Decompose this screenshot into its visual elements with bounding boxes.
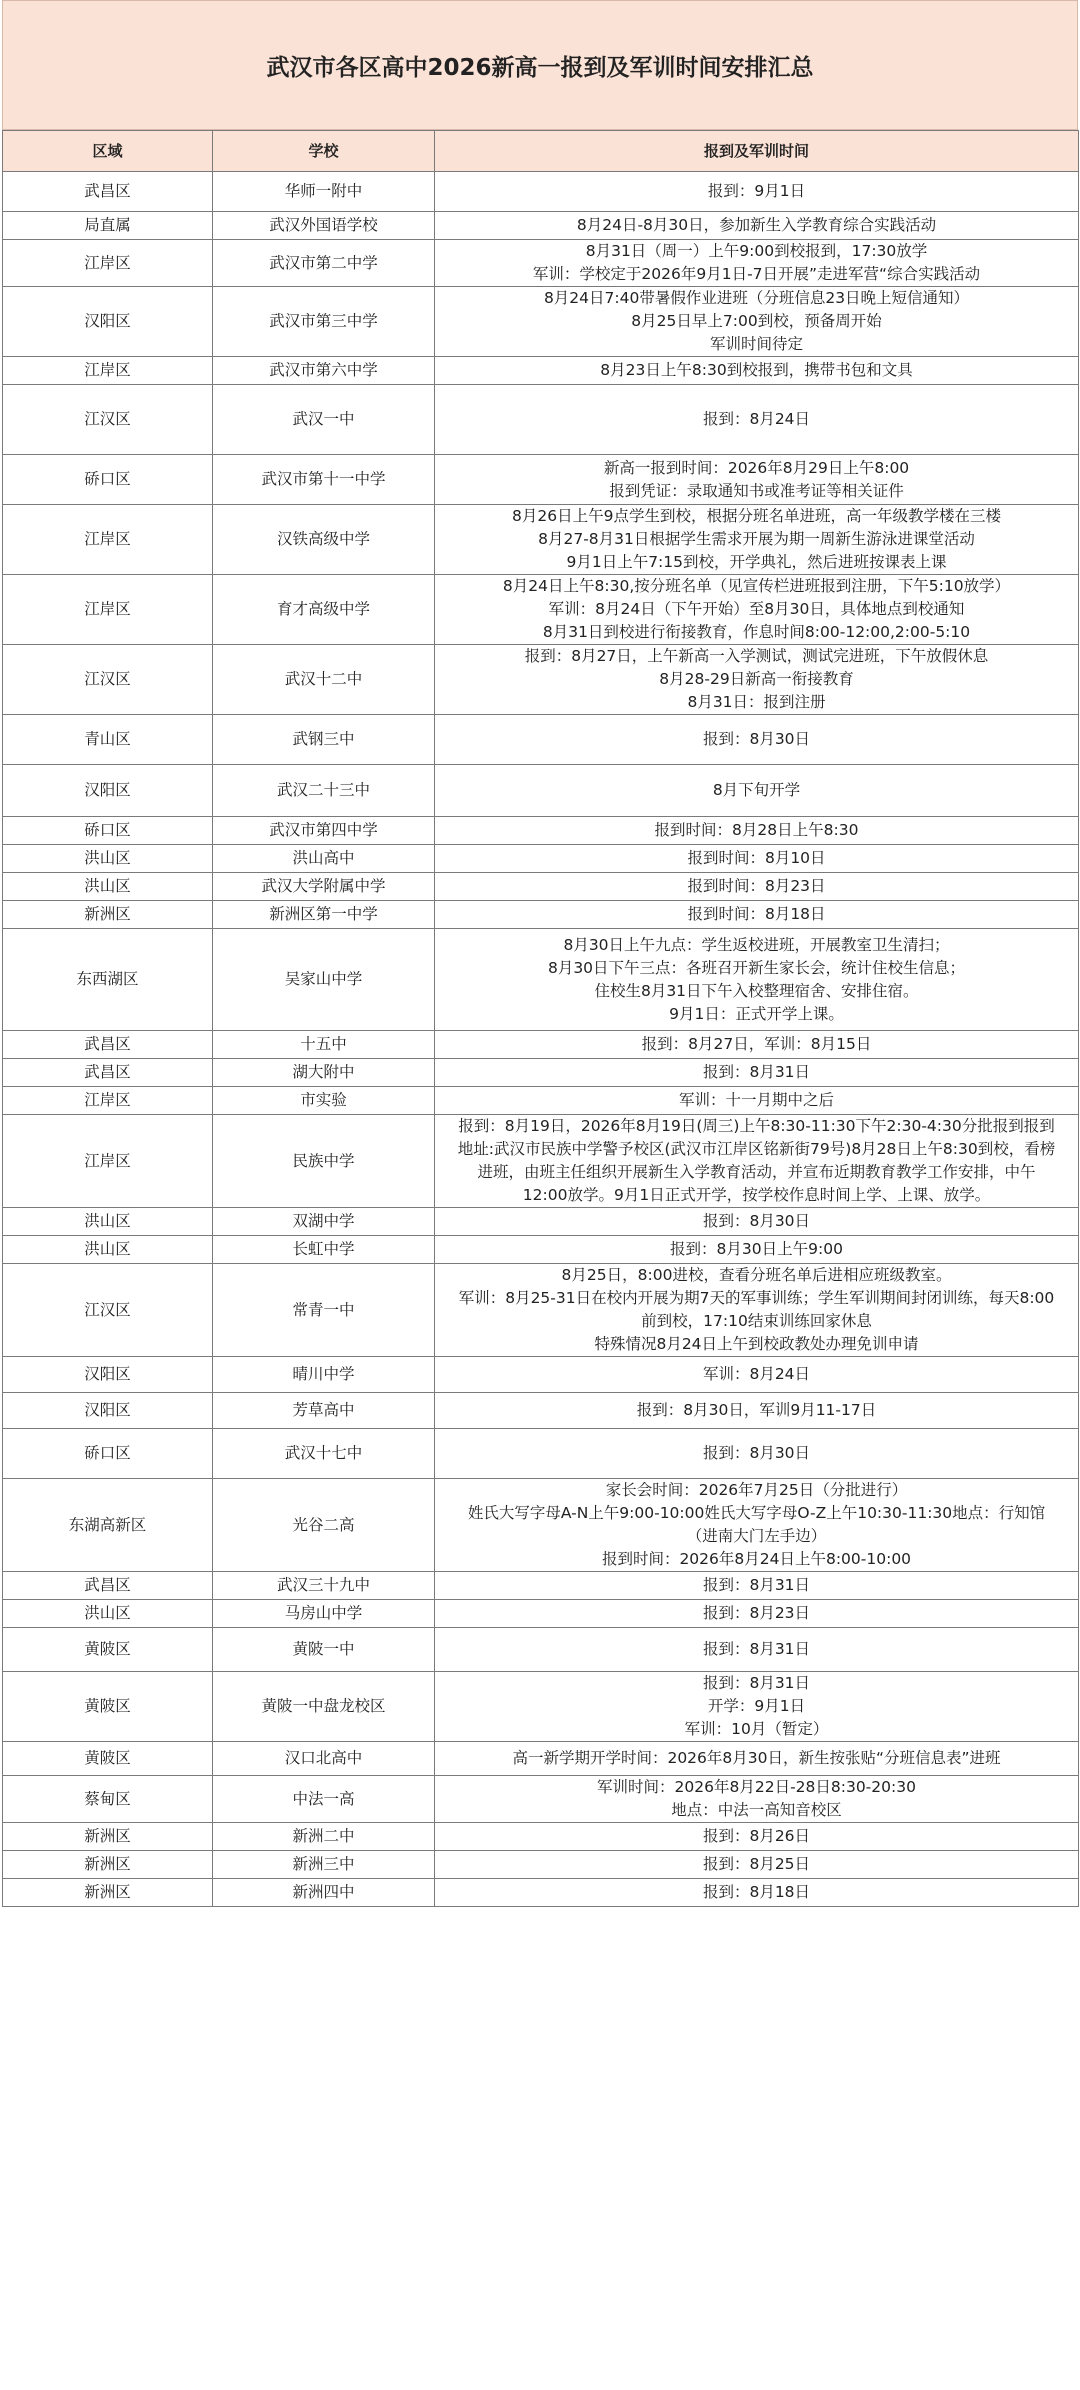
table-body <box>3 172 1079 1907</box>
time-cell <box>435 575 1079 645</box>
time-line: 报到时间：8月10日 <box>687 849 826 867</box>
school-cell: 新洲二中 <box>213 1823 435 1851</box>
table-row <box>3 845 1079 873</box>
school-cell: 武汉三十九中 <box>213 1572 435 1600</box>
time-cell <box>435 1879 1079 1907</box>
district-cell: 硚口区 <box>3 455 213 505</box>
time-line: 报到：8月30日 <box>702 730 811 748</box>
table-row <box>3 645 1079 715</box>
time-line: 8月24日-8月30日，参加新生入学教育综合实践活动 <box>576 216 937 234</box>
district-cell: 武昌区 <box>3 172 213 212</box>
district-cell: 黄陂区 <box>3 1742 213 1776</box>
time-line: 报到：8月25日 <box>702 1855 811 1873</box>
school-cell: 育才高级中学 <box>213 575 435 645</box>
district-cell: 武昌区 <box>3 1059 213 1087</box>
district-cell: 东西湖区 <box>3 929 213 1031</box>
school-cell: 武汉市第六中学 <box>213 357 435 385</box>
page-title: 武汉市各区高中2026新高一报到及军训时间安排汇总 <box>266 54 814 81</box>
school-cell: 双湖中学 <box>213 1208 435 1236</box>
table-row <box>3 1357 1079 1393</box>
time-line: 8月25日，8:00进校，查看分班名单后进相应班级教室。 <box>561 1266 952 1284</box>
school-cell: 新洲区第一中学 <box>213 901 435 929</box>
time-line: 报到：8月27日，上午新高一入学测试，测试完进班，下午放假休息 <box>524 647 989 665</box>
district-cell: 江汉区 <box>3 1264 213 1357</box>
district-cell: 洪山区 <box>3 1208 213 1236</box>
school-cell: 华师一附中 <box>213 172 435 212</box>
table-row <box>3 172 1079 212</box>
school-cell: 十五中 <box>213 1031 435 1059</box>
district-cell: 江汉区 <box>3 385 213 455</box>
time-line: 报到：8月23日 <box>702 1604 811 1622</box>
school-cell: 长虹中学 <box>213 1236 435 1264</box>
district-cell: 武昌区 <box>3 1031 213 1059</box>
table-row <box>3 901 1079 929</box>
district-cell: 江岸区 <box>3 240 213 287</box>
time-cell <box>435 287 1079 357</box>
school-cell: 武汉市第四中学 <box>213 817 435 845</box>
district-cell: 汉阳区 <box>3 1393 213 1429</box>
time-line: 8月23日上午8:30到校报到，携带书包和文具 <box>600 361 913 379</box>
time-cell <box>435 1672 1079 1742</box>
time-line: 8月31日到校进行衔接教育，作息时间8:00-12:00,2:00-5:10 <box>542 623 971 641</box>
time-cell <box>435 172 1079 212</box>
time-line: 军训：10月（暂定） <box>684 1720 829 1738</box>
district-cell: 新洲区 <box>3 901 213 929</box>
time-line: 军训时间待定 <box>709 335 803 353</box>
school-cell: 民族中学 <box>213 1115 435 1208</box>
time-line: （进南大门左手边） <box>686 1527 827 1545</box>
time-line: 8月30日上午九点：学生返校进班，开展教室卫生清扫； <box>563 935 950 954</box>
table-row <box>3 1628 1079 1672</box>
time-line: 12:00放学。9月1日正式开学，按学校作息时间上学、上课、放学。 <box>522 1186 991 1204</box>
district-cell: 黄陂区 <box>3 1628 213 1672</box>
time-line: 报到时间：8月18日 <box>687 905 826 923</box>
time-cell <box>435 715 1079 765</box>
table-row <box>3 1672 1079 1742</box>
title-banner <box>2 0 1078 130</box>
school-cell: 吴家山中学 <box>213 929 435 1031</box>
time-cell <box>435 1479 1079 1572</box>
school-cell: 汉铁高级中学 <box>213 505 435 575</box>
district-cell: 汉阳区 <box>3 765 213 817</box>
time-line: 进班，由班主任组织开展新生入学教育活动，并宣布近期教育教学工作安排，中午 <box>477 1163 1036 1181</box>
school-cell: 武汉市第二中学 <box>213 240 435 287</box>
table-row <box>3 715 1079 765</box>
district-cell: 蔡甸区 <box>3 1776 213 1823</box>
time-line: 军训：8月24日 <box>702 1365 811 1383</box>
district-cell: 洪山区 <box>3 1236 213 1264</box>
time-cell <box>435 845 1079 873</box>
header-row <box>3 131 1079 172</box>
school-cell: 武汉一中 <box>213 385 435 455</box>
district-cell: 江岸区 <box>3 505 213 575</box>
time-cell <box>435 1236 1079 1264</box>
time-line: 报到：8月30日 <box>702 1212 811 1230</box>
time-line: 报到时间：2026年8月24日上午8:00-10:00 <box>601 1550 912 1568</box>
school-cell: 武汉市第三中学 <box>213 287 435 357</box>
time-line: 姓氏大写字母A-N上午9:00-10:00姓氏大写字母O-Z上午10:30-11:30地点：行知馆 <box>467 1504 1046 1522</box>
school-cell: 武汉外国语学校 <box>213 212 435 240</box>
time-cell <box>435 505 1079 575</box>
time-line: 报到：8月31日 <box>702 1576 811 1594</box>
table-row <box>3 287 1079 357</box>
time-line: 8月31日（周一）上午9:00到校报到，17:30放学 <box>585 242 928 260</box>
time-line: 报到：8月24日 <box>702 410 811 428</box>
school-cell: 武汉十二中 <box>213 645 435 715</box>
time-line: 高一新学期开学时间：2026年8月30日，新生按张贴“分班信息表”进班 <box>512 1749 1001 1767</box>
time-line: 8月31日：报到注册 <box>687 693 826 711</box>
table-row <box>3 1264 1079 1357</box>
table-row <box>3 1031 1079 1059</box>
time-line: 报到凭证：录取通知书或准考证等相关证件 <box>609 481 904 500</box>
school-cell: 新洲三中 <box>213 1851 435 1879</box>
district-cell: 江岸区 <box>3 1087 213 1115</box>
time-cell <box>435 455 1079 505</box>
time-line: 8月25日早上7:00到校，预备周开始 <box>631 312 882 330</box>
header-district: 区域 <box>3 131 213 172</box>
time-cell <box>435 212 1079 240</box>
district-cell: 洪山区 <box>3 845 213 873</box>
district-cell: 黄陂区 <box>3 1672 213 1742</box>
school-cell: 武汉十七中 <box>213 1429 435 1479</box>
school-cell: 马房山中学 <box>213 1600 435 1628</box>
time-cell <box>435 901 1079 929</box>
time-cell <box>435 645 1079 715</box>
school-cell: 光谷二高 <box>213 1479 435 1572</box>
time-line: 地址:武汉市民族中学警予校区(武汉市江岸区铭新街79号)8月28日上午8:30到校，看榜 <box>457 1140 1056 1158</box>
time-line: 9月1日：正式开学上课。 <box>669 1004 844 1023</box>
time-line: 军训：8月24日（下午开始）至8月30日，具体地点到校通知 <box>548 600 965 618</box>
time-line: 报到：8月31日 <box>702 1674 811 1692</box>
time-line: 8月24日上午8:30,按分班名单（见宣传栏进班报到注册，下午5:10放学） <box>502 577 1011 595</box>
time-cell <box>435 385 1079 455</box>
district-cell: 武昌区 <box>3 1572 213 1600</box>
school-cell: 黄陂一中盘龙校区 <box>213 1672 435 1742</box>
district-cell: 汉阳区 <box>3 1357 213 1393</box>
table-row <box>3 1600 1079 1628</box>
district-cell: 硚口区 <box>3 817 213 845</box>
time-line: 新高一报到时间：2026年8月29日上午8:00 <box>603 458 910 477</box>
time-line: 报到：8月31日 <box>702 1063 811 1081</box>
school-cell: 黄陂一中 <box>213 1628 435 1672</box>
table-row <box>3 1742 1079 1776</box>
time-line: 前到校，17:10结束训练回家休息 <box>641 1312 872 1330</box>
time-line: 特殊情况8月24日上午到校政教处办理免训申请 <box>594 1335 919 1353</box>
table-row <box>3 575 1079 645</box>
time-cell <box>435 1357 1079 1393</box>
table-row <box>3 765 1079 817</box>
time-line: 8月下旬开学 <box>712 781 801 799</box>
time-line: 军训：8月25-31日在校内开展为期7天的军事训练；学生军训期间封闭训练，每天8:00 <box>458 1289 1055 1307</box>
table-row <box>3 357 1079 385</box>
school-cell: 市实验 <box>213 1087 435 1115</box>
time-line: 开学：9月1日 <box>707 1697 806 1715</box>
header-school: 学校 <box>213 131 435 172</box>
district-cell: 局直属 <box>3 212 213 240</box>
time-line: 8月27-8月31日根据学生需求开展为期一周新生游泳进课堂活动 <box>538 530 975 548</box>
school-cell: 武汉二十三中 <box>213 765 435 817</box>
table-row <box>3 1208 1079 1236</box>
table-row <box>3 212 1079 240</box>
schedule-table <box>2 130 1079 1907</box>
time-cell <box>435 1851 1079 1879</box>
time-cell <box>435 1059 1079 1087</box>
table-row <box>3 1879 1079 1907</box>
time-line: 8月24日7:40带暑假作业进班（分班信息23日晚上短信通知） <box>543 289 970 307</box>
table-row <box>3 873 1079 901</box>
district-cell: 东湖高新区 <box>3 1479 213 1572</box>
school-cell: 新洲四中 <box>213 1879 435 1907</box>
time-cell <box>435 873 1079 901</box>
district-cell: 江岸区 <box>3 1115 213 1208</box>
district-cell: 硚口区 <box>3 1429 213 1479</box>
table-row <box>3 929 1079 1031</box>
table-row <box>3 385 1079 455</box>
school-cell: 芳草高中 <box>213 1393 435 1429</box>
header-time: 报到及军训时间 <box>435 131 1079 172</box>
table-row <box>3 1776 1079 1823</box>
table-row <box>3 455 1079 505</box>
time-line: 8月26日上午9点学生到校，根据分班名单进班，高一年级教学楼在三楼 <box>512 507 1001 525</box>
district-cell: 新洲区 <box>3 1879 213 1907</box>
school-cell: 武汉市第十一中学 <box>213 455 435 505</box>
district-cell: 汉阳区 <box>3 287 213 357</box>
table-row <box>3 1572 1079 1600</box>
time-cell <box>435 817 1079 845</box>
time-cell <box>435 1600 1079 1628</box>
time-cell <box>435 1031 1079 1059</box>
district-cell: 江汉区 <box>3 645 213 715</box>
district-cell: 江岸区 <box>3 357 213 385</box>
district-cell: 新洲区 <box>3 1851 213 1879</box>
time-line: 报到：8月30日上午9:00 <box>670 1240 843 1258</box>
time-line: 军训：十一月期中之后 <box>678 1091 834 1109</box>
time-cell <box>435 1823 1079 1851</box>
school-cell: 中法一高 <box>213 1776 435 1823</box>
time-line: 报到：9月1日 <box>707 182 806 200</box>
time-line: 报到：8月26日 <box>702 1827 811 1845</box>
time-cell <box>435 1087 1079 1115</box>
time-line: 报到：8月19日，2026年8月19日(周三)上午8:30-11:30下午2:30-4:30分批报到报到 <box>458 1117 1055 1135</box>
time-line: 8月28-29日新高一衔接教育 <box>659 670 854 688</box>
time-cell <box>435 1429 1079 1479</box>
time-cell <box>435 1264 1079 1357</box>
time-line: 报到：8月30日 <box>702 1444 811 1462</box>
time-line: 军训时间：2026年8月22日-28日8:30-20:30 <box>597 1778 916 1796</box>
time-cell <box>435 1208 1079 1236</box>
time-line: 报到：8月27日，军训：8月15日 <box>641 1035 872 1053</box>
time-line: 报到时间：8月23日 <box>687 877 826 895</box>
time-cell <box>435 1572 1079 1600</box>
school-cell: 汉口北高中 <box>213 1742 435 1776</box>
table-row <box>3 1059 1079 1087</box>
time-line: 报到：8月18日 <box>702 1883 811 1901</box>
table-row <box>3 240 1079 287</box>
table-row <box>3 1393 1079 1429</box>
school-cell: 常青一中 <box>213 1264 435 1357</box>
table-row <box>3 817 1079 845</box>
time-line: 报到时间：8月28日上午8:30 <box>654 821 859 839</box>
time-cell <box>435 765 1079 817</box>
time-cell <box>435 1628 1079 1672</box>
school-cell: 晴川中学 <box>213 1357 435 1393</box>
time-cell <box>435 1776 1079 1823</box>
time-line: 地点：中法一高知音校区 <box>671 1801 842 1819</box>
table-row <box>3 1087 1079 1115</box>
time-line: 军训：学校定于2026年9月1日-7日开展”走进军营“综合实践活动 <box>532 265 981 283</box>
time-cell <box>435 357 1079 385</box>
time-line: 报到：8月30日，军训9月11-17日 <box>636 1401 877 1419</box>
table-row <box>3 1115 1079 1208</box>
time-cell <box>435 1115 1079 1208</box>
district-cell: 青山区 <box>3 715 213 765</box>
table-row <box>3 1236 1079 1264</box>
district-cell: 洪山区 <box>3 1600 213 1628</box>
district-cell: 洪山区 <box>3 873 213 901</box>
table-row <box>3 505 1079 575</box>
time-line: 住校生8月31日下午入校整理宿舍、安排住宿。 <box>594 981 919 1000</box>
district-cell: 新洲区 <box>3 1823 213 1851</box>
school-cell: 洪山高中 <box>213 845 435 873</box>
time-cell <box>435 1742 1079 1776</box>
table-row <box>3 1479 1079 1572</box>
school-cell: 湖大附中 <box>213 1059 435 1087</box>
school-cell: 武汉大学附属中学 <box>213 873 435 901</box>
table-row <box>3 1851 1079 1879</box>
time-line: 家长会时间：2026年7月25日（分批进行） <box>605 1481 908 1499</box>
time-cell <box>435 929 1079 1031</box>
district-cell: 江岸区 <box>3 575 213 645</box>
time-line: 9月1日上午7:15到校，开学典礼，然后进班按课表上课 <box>566 553 947 571</box>
table-row <box>3 1823 1079 1851</box>
time-line: 报到：8月31日 <box>702 1640 811 1658</box>
time-cell <box>435 1393 1079 1429</box>
time-line: 8月30日下午三点：各班召开新生家长会，统计住校生信息； <box>547 958 966 977</box>
school-cell: 武钢三中 <box>213 715 435 765</box>
time-cell <box>435 240 1079 287</box>
table-row <box>3 1429 1079 1479</box>
